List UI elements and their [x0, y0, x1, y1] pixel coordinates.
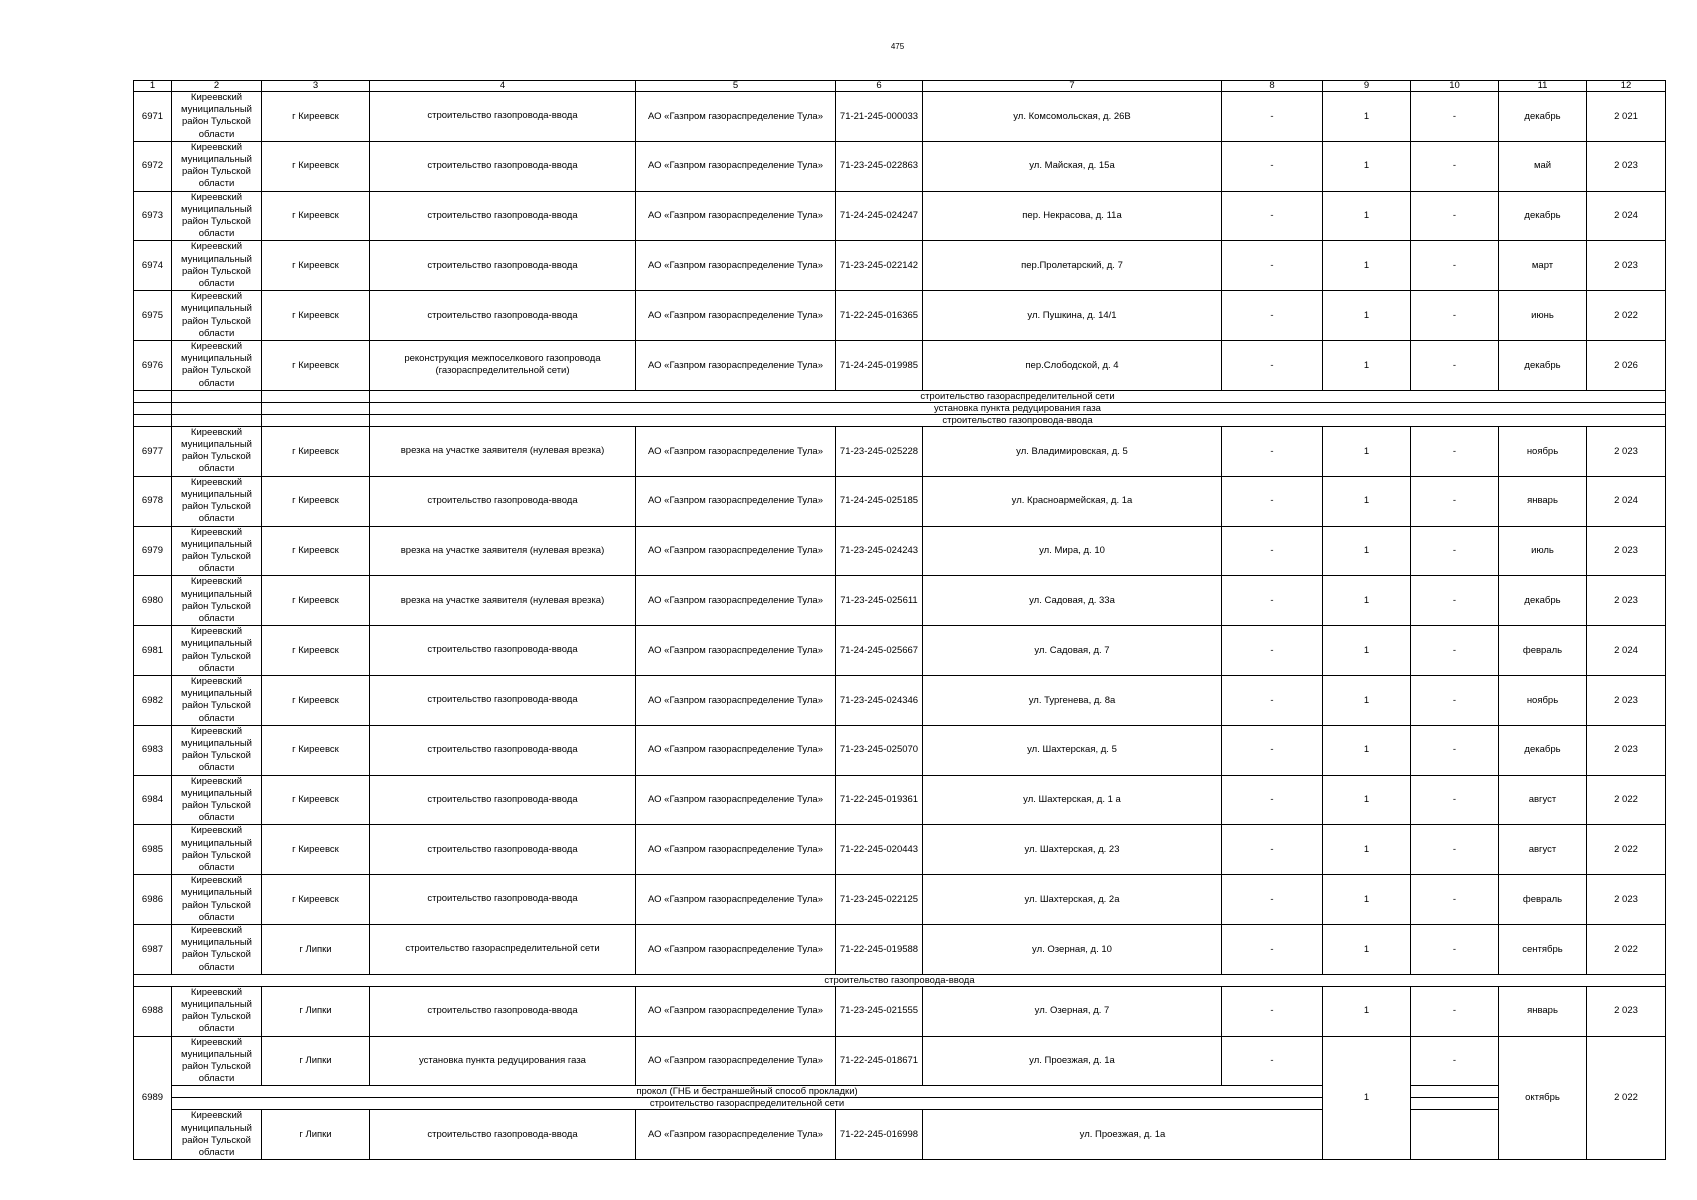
organization-cell: АО «Газпром газораспределение Тула» [636, 1036, 836, 1086]
header-row [134, 81, 1666, 92]
column-number-header: 11 [1499, 81, 1587, 92]
address-cell: пер.Слободской, д. 4 [923, 341, 1222, 391]
address-cell: ул. Тургенева, д. 8а [923, 675, 1222, 725]
application-code-cell: 71-22-245-016365 [836, 291, 923, 341]
organization-cell: АО «Газпром газораспределение Тула» [636, 725, 836, 775]
application-code-cell: 71-23-245-024346 [836, 675, 923, 725]
month-cell: август [1499, 825, 1587, 875]
row-number: 6978 [134, 476, 172, 526]
column-number-header: 12 [1587, 81, 1666, 92]
settlement-cell: г Киреевск [262, 725, 370, 775]
work-type-cell: врезка на участке заявителя (нулевая врезка) [370, 576, 636, 626]
col10-cell: - [1411, 825, 1499, 875]
table-row [134, 875, 1666, 925]
address-cell: ул. Шахтерская, д. 5 [923, 725, 1222, 775]
col8-cell: - [1222, 241, 1323, 291]
col8-cell: - [1222, 426, 1323, 476]
section-title: строительство газораспределительной сети [172, 1098, 1323, 1110]
table-row [134, 426, 1666, 476]
col8-cell: - [1222, 725, 1323, 775]
settlement-cell: г Киреевск [262, 92, 370, 142]
col8-cell: - [1222, 626, 1323, 676]
table-row [134, 675, 1666, 725]
application-code-cell: 71-22-245-018671 [836, 1036, 923, 1086]
col9-cell: 1 [1323, 986, 1411, 1036]
organization-cell: АО «Газпром газораспределение Тула» [636, 341, 836, 391]
row-number: 6988 [134, 986, 172, 1036]
settlement-cell: г Киреевск [262, 141, 370, 191]
organization-cell: АО «Газпром газораспределение Тула» [636, 291, 836, 341]
settlement-cell: г Киреевск [262, 476, 370, 526]
application-code-cell: 71-23-245-022142 [836, 241, 923, 291]
empty-cell [262, 390, 370, 402]
col10-cell: - [1411, 1036, 1499, 1086]
organization-cell: АО «Газпром газораспределение Тула» [636, 1110, 836, 1160]
application-code-cell: 71-23-245-024243 [836, 526, 923, 576]
section-title: прокол (ГНБ и бестраншейный способ прокладки) [172, 1086, 1323, 1098]
work-type-cell: строительство газопровода-ввода [370, 775, 636, 825]
column-number-header: 5 [636, 81, 836, 92]
address-cell: ул. Шахтерская, д. 1 а [923, 775, 1222, 825]
district-cell: Киреевский муниципальный район Тульской области [172, 426, 262, 476]
year-cell: 2 021 [1587, 92, 1666, 142]
col8-cell: - [1222, 191, 1323, 241]
col10-cell: - [1411, 925, 1499, 975]
work-type-cell: строительство газопровода-ввода [370, 986, 636, 1036]
col8-cell: - [1222, 476, 1323, 526]
organization-cell: АО «Газпром газораспределение Тула» [636, 191, 836, 241]
work-type-cell: строительство газопровода-ввода [370, 92, 636, 142]
col8-cell: - [1222, 92, 1323, 142]
row-number: 6974 [134, 241, 172, 291]
district-cell: Киреевский муниципальный район Тульской области [172, 626, 262, 676]
organization-cell: АО «Газпром газораспределение Тула» [636, 986, 836, 1036]
section-title: строительство газораспределительной сети [370, 390, 1666, 402]
address-cell: пер. Некрасова, д. 11а [923, 191, 1222, 241]
empty-cell [134, 402, 172, 414]
table-row [134, 576, 1666, 626]
empty-cell [172, 390, 262, 402]
settlement-cell: г Липки [262, 986, 370, 1036]
section-title: установка пункта редуцирования газа [370, 402, 1666, 414]
col8-cell: - [1222, 1036, 1323, 1086]
year-cell: 2 022 [1587, 925, 1666, 975]
col9-cell: 1 [1323, 1036, 1411, 1160]
section-row [134, 402, 1666, 414]
month-cell: февраль [1499, 626, 1587, 676]
table-row [134, 341, 1666, 391]
col10-cell: - [1411, 291, 1499, 341]
row-number: 6980 [134, 576, 172, 626]
section-row [134, 390, 1666, 402]
column-number-header: 7 [923, 81, 1222, 92]
organization-cell: АО «Газпром газораспределение Тула» [636, 925, 836, 975]
col8-cell: - [1222, 986, 1323, 1036]
col8-cell: - [1222, 925, 1323, 975]
district-cell: Киреевский муниципальный район Тульской области [172, 341, 262, 391]
col9-cell: 1 [1323, 526, 1411, 576]
register-table [133, 80, 1666, 1160]
district-cell: Киреевский муниципальный район Тульской области [172, 725, 262, 775]
application-code-cell: 71-24-245-024247 [836, 191, 923, 241]
year-cell: 2 023 [1587, 426, 1666, 476]
work-type-cell: строительство газопровода-ввода [370, 725, 636, 775]
month-cell: декабрь [1499, 191, 1587, 241]
settlement-cell: г Киреевск [262, 675, 370, 725]
district-cell: Киреевский муниципальный район Тульской области [172, 875, 262, 925]
row-number: 6987 [134, 925, 172, 975]
year-cell: 2 022 [1587, 291, 1666, 341]
year-cell: 2 026 [1587, 341, 1666, 391]
table-row [134, 141, 1666, 191]
col9-cell: 1 [1323, 191, 1411, 241]
table-row [134, 291, 1666, 341]
row-number: 6986 [134, 875, 172, 925]
address-cell: ул. Красноармейская, д. 1а [923, 476, 1222, 526]
address-cell: ул. Садовая, д. 33а [923, 576, 1222, 626]
settlement-cell: г Липки [262, 1036, 370, 1086]
organization-cell: АО «Газпром газораспределение Тула» [636, 576, 836, 626]
work-type-cell: строительство газопровода-ввода [370, 875, 636, 925]
year-cell: 2 023 [1587, 875, 1666, 925]
column-number-header: 10 [1411, 81, 1499, 92]
month-cell: май [1499, 141, 1587, 191]
organization-cell: АО «Газпром газораспределение Тула» [636, 241, 836, 291]
work-type-cell: установка пункта редуцирования газа [370, 1036, 636, 1086]
settlement-cell: г Киреевск [262, 241, 370, 291]
row-number: 6975 [134, 291, 172, 341]
col10-cell: - [1411, 426, 1499, 476]
column-number-header: 9 [1323, 81, 1411, 92]
address-cell: ул. Майская, д. 15а [923, 141, 1222, 191]
district-cell: Киреевский муниципальный район Тульской области [172, 476, 262, 526]
settlement-cell: г Киреевск [262, 775, 370, 825]
table-row [134, 526, 1666, 576]
empty-cell [1411, 1098, 1499, 1110]
settlement-cell: г Киреевск [262, 426, 370, 476]
month-cell: январь [1499, 476, 1587, 526]
table-row [134, 775, 1666, 825]
col9-cell: 1 [1323, 426, 1411, 476]
row-number: 6973 [134, 191, 172, 241]
work-type-cell: строительство газопровода-ввода [370, 241, 636, 291]
col10-cell: - [1411, 141, 1499, 191]
empty-cell [262, 414, 370, 426]
application-code-cell: 71-24-245-019985 [836, 341, 923, 391]
row-number: 6985 [134, 825, 172, 875]
column-number-header: 8 [1222, 81, 1323, 92]
address-cell: ул. Пушкина, д. 14/1 [923, 291, 1222, 341]
row-number: 6976 [134, 341, 172, 391]
address-cell: ул. Шахтерская, д. 2а [923, 875, 1222, 925]
address-cell: ул. Садовая, д. 7 [923, 626, 1222, 676]
settlement-cell: г Киреевск [262, 576, 370, 626]
col8-cell: - [1222, 825, 1323, 875]
table-row [134, 191, 1666, 241]
work-type-cell: строительство газопровода-ввода [370, 291, 636, 341]
table-row [134, 825, 1666, 875]
organization-cell: АО «Газпром газораспределение Тула» [636, 626, 836, 676]
table-row [134, 476, 1666, 526]
row-number: 6972 [134, 141, 172, 191]
address-cell: ул. Комсомольская, д. 26В [923, 92, 1222, 142]
work-type-cell: строительство газопровода-ввода [370, 825, 636, 875]
col10-cell: - [1411, 775, 1499, 825]
col8-cell: - [1222, 875, 1323, 925]
row-number: 6977 [134, 426, 172, 476]
col10-cell: - [1411, 241, 1499, 291]
section-title: строительство газопровода-ввода [134, 974, 1666, 986]
empty-cell [134, 414, 172, 426]
work-type-cell: строительство газопровода-ввода [370, 141, 636, 191]
organization-cell: АО «Газпром газораспределение Тула» [636, 775, 836, 825]
work-type-cell: строительство газораспределительной сети [370, 925, 636, 975]
application-code-cell: 71-24-245-025667 [836, 626, 923, 676]
application-code-cell: 71-22-245-020443 [836, 825, 923, 875]
work-type-cell: врезка на участке заявителя (нулевая врезка) [370, 526, 636, 576]
col10-cell: - [1411, 875, 1499, 925]
col9-cell: 1 [1323, 626, 1411, 676]
year-cell: 2 022 [1587, 1036, 1666, 1160]
application-code-cell: 71-23-245-025228 [836, 426, 923, 476]
work-type-cell: реконструкция межпоселкового газопровода (газораспределительной сети) [370, 341, 636, 391]
district-cell: Киреевский муниципальный район Тульской области [172, 825, 262, 875]
district-cell: Киреевский муниципальный район Тульской области [172, 291, 262, 341]
col10-cell: - [1411, 341, 1499, 391]
work-type-cell: врезка на участке заявителя (нулевая врезка) [370, 426, 636, 476]
month-cell: март [1499, 241, 1587, 291]
district-cell: Киреевский муниципальный район Тульской области [172, 1036, 262, 1086]
application-code-cell: 71-23-245-025611 [836, 576, 923, 626]
empty-cell [262, 402, 370, 414]
year-cell: 2 024 [1587, 626, 1666, 676]
row-number: 6982 [134, 675, 172, 725]
year-cell: 2 023 [1587, 675, 1666, 725]
row-number: 6983 [134, 725, 172, 775]
month-cell: декабрь [1499, 725, 1587, 775]
organization-cell: АО «Газпром газораспределение Тула» [636, 675, 836, 725]
col9-cell: 1 [1323, 725, 1411, 775]
empty-cell [134, 390, 172, 402]
row-number: 6971 [134, 92, 172, 142]
month-cell: февраль [1499, 875, 1587, 925]
col8-cell: - [1222, 141, 1323, 191]
empty-cell [1411, 1110, 1499, 1160]
col10-cell: - [1411, 476, 1499, 526]
section-row [134, 974, 1666, 986]
col8-cell: - [1222, 576, 1323, 626]
col9-cell: 1 [1323, 291, 1411, 341]
col10-cell: - [1411, 92, 1499, 142]
empty-cell [1411, 1086, 1499, 1098]
settlement-cell: г Киреевск [262, 526, 370, 576]
page-number: 475 [890, 42, 905, 51]
application-code-cell: 71-22-245-019588 [836, 925, 923, 975]
row-number: 6979 [134, 526, 172, 576]
year-cell: 2 023 [1587, 241, 1666, 291]
column-number-header: 1 [134, 81, 172, 92]
section-row [134, 1086, 1666, 1098]
col9-cell: 1 [1323, 141, 1411, 191]
col9-cell: 1 [1323, 576, 1411, 626]
table-row [134, 92, 1666, 142]
row-number: 6981 [134, 626, 172, 676]
table-row [134, 725, 1666, 775]
settlement-cell: г Киреевск [262, 626, 370, 676]
application-code-cell: 71-23-245-021555 [836, 986, 923, 1036]
month-cell: июнь [1499, 291, 1587, 341]
application-code-cell: 71-24-245-025185 [836, 476, 923, 526]
col9-cell: 1 [1323, 775, 1411, 825]
row-number: 6989 [134, 1036, 172, 1160]
settlement-cell: г Киреевск [262, 191, 370, 241]
application-code-cell: 71-22-245-019361 [836, 775, 923, 825]
district-cell: Киреевский муниципальный район Тульской области [172, 1110, 262, 1160]
address-cell: ул. Мира, д. 10 [923, 526, 1222, 576]
empty-cell [172, 414, 262, 426]
settlement-cell: г Киреевск [262, 875, 370, 925]
district-cell: Киреевский муниципальный район Тульской области [172, 775, 262, 825]
col9-cell: 1 [1323, 241, 1411, 291]
work-type-cell: строительство газопровода-ввода [370, 191, 636, 241]
year-cell: 2 023 [1587, 141, 1666, 191]
col9-cell: 1 [1323, 341, 1411, 391]
application-code-cell: 71-21-245-000033 [836, 92, 923, 142]
year-cell: 2 024 [1587, 476, 1666, 526]
organization-cell: АО «Газпром газораспределение Тула» [636, 875, 836, 925]
column-number-header: 6 [836, 81, 923, 92]
application-code-cell: 71-23-245-025070 [836, 725, 923, 775]
district-cell: Киреевский муниципальный район Тульской области [172, 141, 262, 191]
col9-cell: 1 [1323, 925, 1411, 975]
district-cell: Киреевский муниципальный район Тульской области [172, 576, 262, 626]
column-number-header: 3 [262, 81, 370, 92]
organization-cell: АО «Газпром газораспределение Тула» [636, 92, 836, 142]
col10-cell: - [1411, 191, 1499, 241]
month-cell: декабрь [1499, 341, 1587, 391]
application-code-cell: 71-23-245-022863 [836, 141, 923, 191]
month-cell: декабрь [1499, 576, 1587, 626]
address-cell: пер.Пролетарский, д. 7 [923, 241, 1222, 291]
section-row [134, 1098, 1666, 1110]
work-type-cell: строительство газопровода-ввода [370, 626, 636, 676]
col9-cell: 1 [1323, 875, 1411, 925]
month-cell: январь [1499, 986, 1587, 1036]
application-code-cell: 71-23-245-022125 [836, 875, 923, 925]
address-cell: ул. Шахтерская, д. 23 [923, 825, 1222, 875]
settlement-cell: г Липки [262, 1110, 370, 1160]
month-cell: июль [1499, 526, 1587, 576]
year-cell: 2 022 [1587, 825, 1666, 875]
table-row [134, 241, 1666, 291]
table-row [134, 1110, 1666, 1160]
col8-cell: - [1222, 291, 1323, 341]
table-row [134, 925, 1666, 975]
month-cell: сентябрь [1499, 925, 1587, 975]
col8-cell: - [1222, 526, 1323, 576]
col10-cell: - [1411, 526, 1499, 576]
section-title: строительство газопровода-ввода [370, 414, 1666, 426]
year-cell: 2 024 [1587, 191, 1666, 241]
district-cell: Киреевский муниципальный район Тульской области [172, 986, 262, 1036]
organization-cell: АО «Газпром газораспределение Тула» [636, 526, 836, 576]
address-cell: ул. Проезжая, д. 1а [923, 1036, 1222, 1086]
district-cell: Киреевский муниципальный район Тульской области [172, 526, 262, 576]
table-row [134, 986, 1666, 1036]
empty-cell [172, 402, 262, 414]
col8-cell: - [1222, 341, 1323, 391]
month-cell: август [1499, 775, 1587, 825]
address-cell: ул. Владимировская, д. 5 [923, 426, 1222, 476]
col10-cell: - [1411, 576, 1499, 626]
column-number-header: 4 [370, 81, 636, 92]
work-type-cell: строительство газопровода-ввода [370, 675, 636, 725]
district-cell: Киреевский муниципальный район Тульской области [172, 675, 262, 725]
col8-cell: - [1222, 675, 1323, 725]
year-cell: 2 023 [1587, 725, 1666, 775]
settlement-cell: г Киреевск [262, 825, 370, 875]
col8-cell: - [1222, 775, 1323, 825]
application-code-cell: 71-22-245-016998 [836, 1110, 923, 1160]
year-cell: 2 022 [1587, 775, 1666, 825]
address-cell: ул. Озерная, д. 10 [923, 925, 1222, 975]
organization-cell: АО «Газпром газораспределение Тула» [636, 825, 836, 875]
district-cell: Киреевский муниципальный район Тульской области [172, 92, 262, 142]
col9-cell: 1 [1323, 825, 1411, 875]
col9-cell: 1 [1323, 92, 1411, 142]
col10-cell: - [1411, 725, 1499, 775]
organization-cell: АО «Газпром газораспределение Тула» [636, 476, 836, 526]
month-cell: декабрь [1499, 92, 1587, 142]
year-cell: 2 023 [1587, 526, 1666, 576]
organization-cell: АО «Газпром газораспределение Тула» [636, 141, 836, 191]
table-row [134, 626, 1666, 676]
settlement-cell: г Липки [262, 925, 370, 975]
settlement-cell: г Киреевск [262, 341, 370, 391]
year-cell: 2 023 [1587, 576, 1666, 626]
work-type-cell: строительство газопровода-ввода [370, 1110, 636, 1160]
column-number-header: 2 [172, 81, 262, 92]
month-cell: ноябрь [1499, 426, 1587, 476]
col10-cell: - [1411, 675, 1499, 725]
col9-cell: 1 [1323, 675, 1411, 725]
address-cell: ул. Проезжая, д. 1а [923, 1110, 1323, 1160]
district-cell: Киреевский муниципальный район Тульской области [172, 191, 262, 241]
col10-cell: - [1411, 626, 1499, 676]
col9-cell: 1 [1323, 476, 1411, 526]
section-row [134, 414, 1666, 426]
address-cell: ул. Озерная, д. 7 [923, 986, 1222, 1036]
month-cell: октябрь [1499, 1036, 1587, 1160]
work-type-cell: строительство газопровода-ввода [370, 476, 636, 526]
row-number: 6984 [134, 775, 172, 825]
organization-cell: АО «Газпром газораспределение Тула» [636, 426, 836, 476]
year-cell: 2 023 [1587, 986, 1666, 1036]
district-cell: Киреевский муниципальный район Тульской области [172, 241, 262, 291]
district-cell: Киреевский муниципальный район Тульской области [172, 925, 262, 975]
month-cell: ноябрь [1499, 675, 1587, 725]
table-row [134, 1036, 1666, 1086]
col10-cell: - [1411, 986, 1499, 1036]
settlement-cell: г Киреевск [262, 291, 370, 341]
